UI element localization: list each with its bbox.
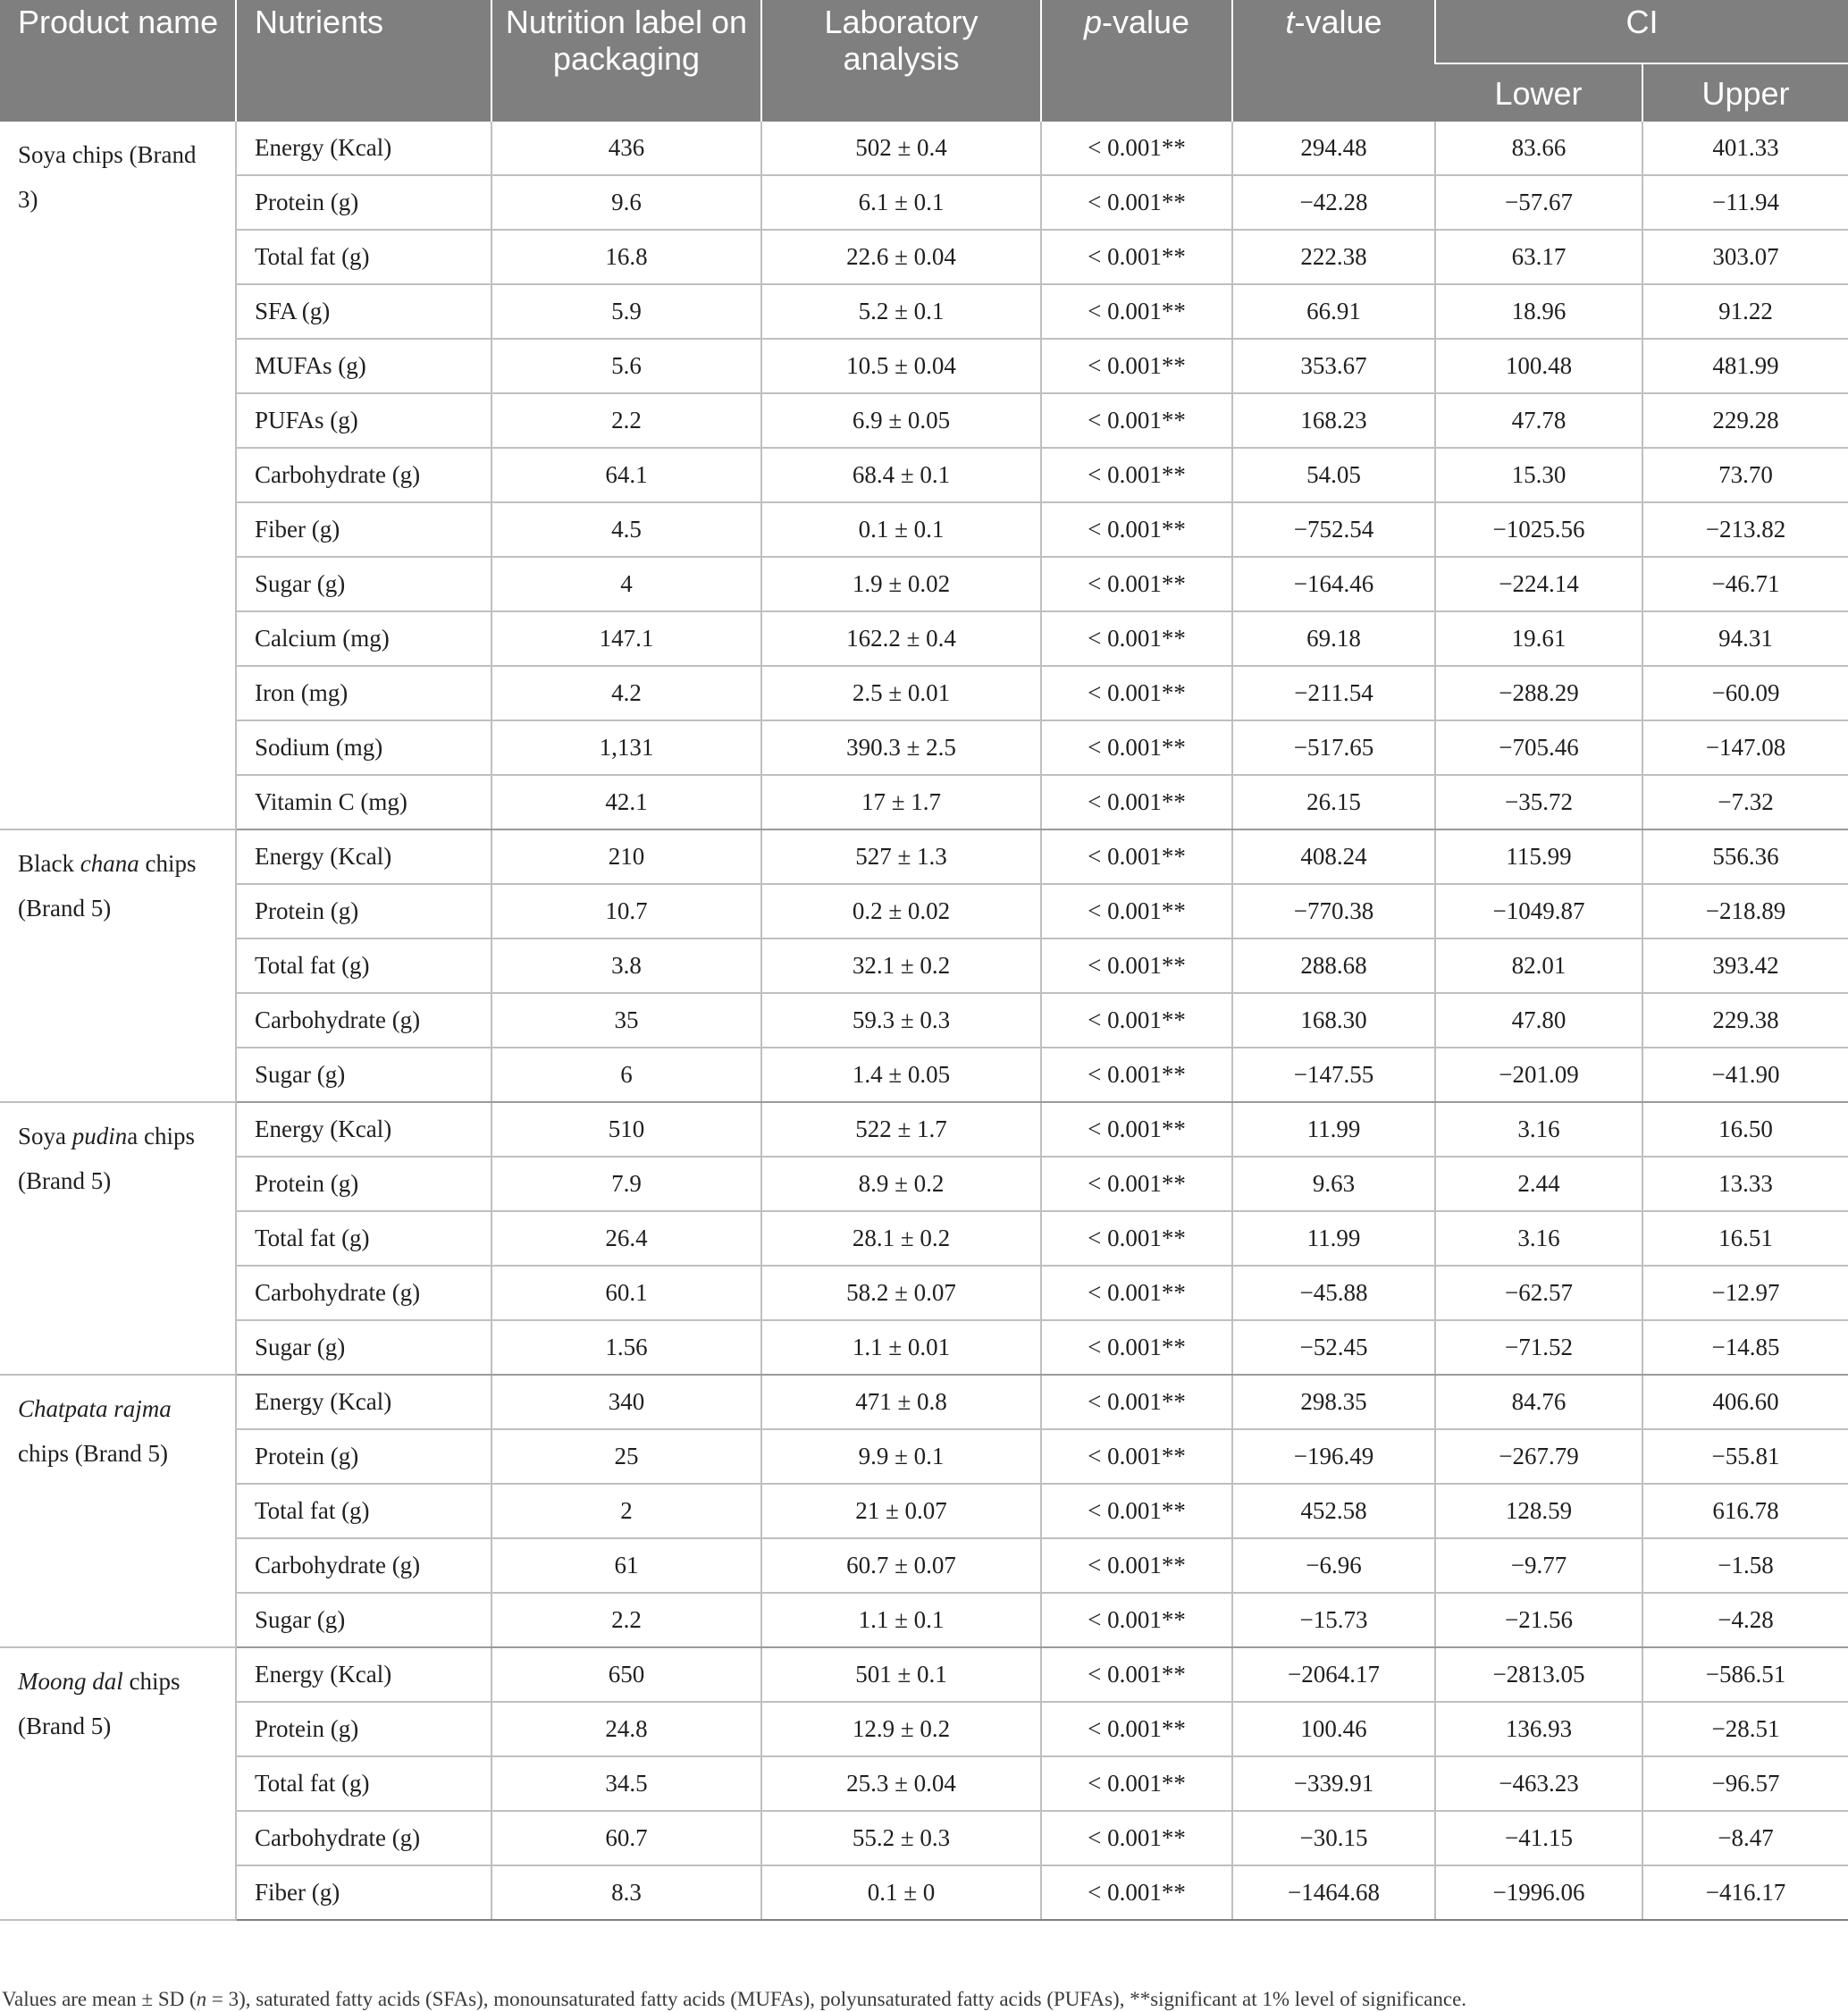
table-row	[0, 284, 1848, 339]
table-row	[0, 1429, 1848, 1484]
nutrient-cell: Carbohydrate (g)	[236, 1811, 491, 1865]
label-value-cell: 5.6	[491, 339, 761, 393]
t-value-cell: −30.15	[1232, 1811, 1435, 1865]
ci-lower-cell: −463.23	[1435, 1756, 1642, 1811]
product-name-part: Black	[18, 850, 80, 877]
t-value-cell: 54.05	[1232, 448, 1435, 502]
ci-lower-cell: 83.66	[1435, 122, 1642, 175]
table-row	[0, 1865, 1848, 1920]
lab-value-cell: 17 ± 1.7	[761, 775, 1041, 829]
nutrient-cell: Sodium (mg)	[236, 720, 491, 775]
table-row	[0, 339, 1848, 393]
label-value-cell: 10.7	[491, 884, 761, 939]
nutrient-cell: MUFAs (g)	[236, 339, 491, 393]
label-value-cell: 8.3	[491, 1865, 761, 1920]
table-row	[0, 720, 1848, 775]
table-row	[0, 1647, 1848, 1702]
ci-lower-cell: 18.96	[1435, 284, 1642, 339]
ci-lower-cell: 15.30	[1435, 448, 1642, 502]
p-value-cell: < 0.001**	[1041, 393, 1232, 448]
label-value-cell: 510	[491, 1102, 761, 1157]
ci-upper-cell: −147.08	[1642, 720, 1848, 775]
label-value-cell: 4.5	[491, 502, 761, 557]
p-value-cell: < 0.001**	[1041, 122, 1232, 175]
product-name-part: pudin	[71, 1123, 128, 1149]
ci-lower-cell: −1025.56	[1435, 502, 1642, 557]
table-row	[0, 502, 1848, 557]
nutrient-cell: Iron (mg)	[236, 666, 491, 720]
table-row	[0, 1048, 1848, 1102]
ci-lower-cell: −267.79	[1435, 1429, 1642, 1484]
p-value-cell: < 0.001**	[1041, 720, 1232, 775]
table-row	[0, 448, 1848, 502]
label-value-cell: 650	[491, 1647, 761, 1702]
p-value-cell: < 0.001**	[1041, 1429, 1232, 1484]
nutrient-cell: Protein (g)	[236, 884, 491, 939]
nutrient-cell: Total fat (g)	[236, 939, 491, 993]
nutrient-cell: Sugar (g)	[236, 1320, 491, 1375]
ci-lower-cell: −224.14	[1435, 557, 1642, 611]
t-value-cell: 100.46	[1232, 1702, 1435, 1756]
footnote-n: n	[196, 1988, 207, 2010]
t-value-cell: −164.46	[1232, 557, 1435, 611]
label-value-cell: 340	[491, 1375, 761, 1429]
table-body	[0, 122, 1848, 1920]
ci-upper-cell: −60.09	[1642, 666, 1848, 720]
nutrient-cell: Total fat (g)	[236, 1484, 491, 1538]
t-value-cell: 288.68	[1232, 939, 1435, 993]
lab-value-cell: 502 ± 0.4	[761, 122, 1041, 175]
label-value-cell: 64.1	[491, 448, 761, 502]
ci-upper-cell: 406.60	[1642, 1375, 1848, 1429]
t-value-cell: −52.45	[1232, 1320, 1435, 1375]
ci-lower-cell: −201.09	[1435, 1048, 1642, 1102]
label-value-cell: 436	[491, 122, 761, 175]
nutrient-cell: Carbohydrate (g)	[236, 1538, 491, 1593]
product-name-part: a chips (Brand 5)	[18, 1123, 195, 1194]
table-row	[0, 1320, 1848, 1375]
label-value-cell: 147.1	[491, 611, 761, 666]
p-value-cell: < 0.001**	[1041, 339, 1232, 393]
nutrient-cell: Sugar (g)	[236, 1048, 491, 1102]
lab-value-cell: 0.1 ± 0.1	[761, 502, 1041, 557]
header-t-suffix: -value	[1294, 4, 1382, 40]
p-value-cell: < 0.001**	[1041, 611, 1232, 666]
nutrient-cell: Carbohydrate (g)	[236, 993, 491, 1048]
header-product-name: Product name	[0, 0, 236, 122]
table-row	[0, 884, 1848, 939]
p-value-cell: < 0.001**	[1041, 1102, 1232, 1157]
label-value-cell: 24.8	[491, 1702, 761, 1756]
ci-upper-cell: −1.58	[1642, 1538, 1848, 1593]
ci-lower-cell: −62.57	[1435, 1266, 1642, 1320]
label-value-cell: 4	[491, 557, 761, 611]
lab-value-cell: 6.9 ± 0.05	[761, 393, 1041, 448]
table-row	[0, 1538, 1848, 1593]
p-value-cell: < 0.001**	[1041, 230, 1232, 284]
p-value-cell: < 0.001**	[1041, 1702, 1232, 1756]
lab-value-cell: 1.1 ± 0.1	[761, 1593, 1041, 1647]
ci-lower-cell: 128.59	[1435, 1484, 1642, 1538]
t-value-cell: 452.58	[1232, 1484, 1435, 1538]
ci-upper-cell: −46.71	[1642, 557, 1848, 611]
ci-upper-cell: 401.33	[1642, 122, 1848, 175]
label-value-cell: 210	[491, 829, 761, 884]
table-row	[0, 1266, 1848, 1320]
product-name-part: chips (Brand 5)	[18, 850, 197, 922]
table-row	[0, 1375, 1848, 1429]
ci-upper-cell: −7.32	[1642, 775, 1848, 829]
t-value-cell: 66.91	[1232, 284, 1435, 339]
lab-value-cell: 59.3 ± 0.3	[761, 993, 1041, 1048]
table-row	[0, 1756, 1848, 1811]
ci-upper-cell: −28.51	[1642, 1702, 1848, 1756]
table-row	[0, 1702, 1848, 1756]
table-row	[0, 122, 1848, 175]
t-value-cell: −6.96	[1232, 1538, 1435, 1593]
product-name-cell	[0, 1375, 236, 1647]
t-value-cell: 11.99	[1232, 1102, 1435, 1157]
nutrient-cell: Energy (Kcal)	[236, 829, 491, 884]
ci-lower-cell: −9.77	[1435, 1538, 1642, 1593]
lab-value-cell: 22.6 ± 0.04	[761, 230, 1041, 284]
product-name-part: Soya	[18, 1123, 72, 1149]
nutrient-cell: PUFAs (g)	[236, 393, 491, 448]
nutrient-cell: Energy (Kcal)	[236, 1102, 491, 1157]
nutrient-cell: Energy (Kcal)	[236, 1647, 491, 1702]
label-value-cell: 60.1	[491, 1266, 761, 1320]
label-value-cell: 7.9	[491, 1157, 761, 1211]
ci-upper-cell: −96.57	[1642, 1756, 1848, 1811]
label-value-cell: 34.5	[491, 1756, 761, 1811]
lab-value-cell: 1.9 ± 0.02	[761, 557, 1041, 611]
ci-lower-cell: 84.76	[1435, 1375, 1642, 1429]
header-p-letter: p	[1083, 4, 1102, 40]
t-value-cell: −752.54	[1232, 502, 1435, 557]
label-value-cell: 35	[491, 993, 761, 1048]
product-name-part: chips (Brand 5)	[18, 1440, 168, 1467]
t-value-cell: 168.30	[1232, 993, 1435, 1048]
p-value-cell: < 0.001**	[1041, 1048, 1232, 1102]
table-row	[0, 1811, 1848, 1865]
t-value-cell: −42.28	[1232, 175, 1435, 230]
table-row	[0, 1484, 1848, 1538]
p-value-cell: < 0.001**	[1041, 666, 1232, 720]
lab-value-cell: 2.5 ± 0.01	[761, 666, 1041, 720]
ci-lower-cell: −35.72	[1435, 775, 1642, 829]
t-value-cell: 9.63	[1232, 1157, 1435, 1211]
t-value-cell: 298.35	[1232, 1375, 1435, 1429]
nutrient-cell: Energy (Kcal)	[236, 1375, 491, 1429]
t-value-cell: −2064.17	[1232, 1647, 1435, 1702]
table-row	[0, 393, 1848, 448]
ci-upper-cell: 616.78	[1642, 1484, 1848, 1538]
ci-upper-cell: 16.50	[1642, 1102, 1848, 1157]
nutrient-cell: Carbohydrate (g)	[236, 448, 491, 502]
ci-lower-cell: −41.15	[1435, 1811, 1642, 1865]
ci-upper-cell: −55.81	[1642, 1429, 1848, 1484]
nutrient-cell: Energy (Kcal)	[236, 122, 491, 175]
table-row	[0, 993, 1848, 1048]
product-name-cell	[0, 829, 236, 1102]
ci-upper-cell: 481.99	[1642, 339, 1848, 393]
label-value-cell: 26.4	[491, 1211, 761, 1266]
ci-lower-cell: −2813.05	[1435, 1647, 1642, 1702]
ci-lower-cell: −705.46	[1435, 720, 1642, 775]
table-row	[0, 557, 1848, 611]
ci-lower-cell: −57.67	[1435, 175, 1642, 230]
label-value-cell: 60.7	[491, 1811, 761, 1865]
nutrient-cell: Protein (g)	[236, 1702, 491, 1756]
ci-lower-cell: −1996.06	[1435, 1865, 1642, 1920]
product-name-part: chips (Brand 5)	[18, 1668, 181, 1739]
nutrient-cell: Fiber (g)	[236, 1865, 491, 1920]
nutrient-cell: Total fat (g)	[236, 1756, 491, 1811]
header-t-value	[1232, 0, 1435, 122]
ci-upper-cell: 16.51	[1642, 1211, 1848, 1266]
ci-upper-cell: −586.51	[1642, 1647, 1848, 1702]
nutrient-cell: Protein (g)	[236, 1157, 491, 1211]
table-row	[0, 666, 1848, 720]
nutrient-cell: Fiber (g)	[236, 502, 491, 557]
header-nutrients: Nutrients	[236, 0, 491, 122]
table-header	[0, 0, 1848, 122]
product-name-part: Chatpata rajma	[18, 1395, 172, 1422]
lab-value-cell: 68.4 ± 0.1	[761, 448, 1041, 502]
table-row	[0, 939, 1848, 993]
lab-value-cell: 55.2 ± 0.3	[761, 1811, 1041, 1865]
p-value-cell: < 0.001**	[1041, 284, 1232, 339]
label-value-cell: 9.6	[491, 175, 761, 230]
p-value-cell: < 0.001**	[1041, 1320, 1232, 1375]
p-value-cell: < 0.001**	[1041, 1484, 1232, 1538]
p-value-cell: < 0.001**	[1041, 775, 1232, 829]
lab-value-cell: 60.7 ± 0.07	[761, 1538, 1041, 1593]
ci-upper-cell: 94.31	[1642, 611, 1848, 666]
p-value-cell: < 0.001**	[1041, 1157, 1232, 1211]
ci-lower-cell: 3.16	[1435, 1102, 1642, 1157]
t-value-cell: 26.15	[1232, 775, 1435, 829]
label-value-cell: 42.1	[491, 775, 761, 829]
p-value-cell: < 0.001**	[1041, 448, 1232, 502]
header-laboratory-analysis: Laboratory analysis	[761, 0, 1041, 122]
ci-upper-cell: −12.97	[1642, 1266, 1848, 1320]
ci-upper-cell: −41.90	[1642, 1048, 1848, 1102]
lab-value-cell: 28.1 ± 0.2	[761, 1211, 1041, 1266]
ci-upper-cell: −8.47	[1642, 1811, 1848, 1865]
t-value-cell: 408.24	[1232, 829, 1435, 884]
lab-value-cell: 1.1 ± 0.01	[761, 1320, 1041, 1375]
ci-upper-cell: 13.33	[1642, 1157, 1848, 1211]
lab-value-cell: 501 ± 0.1	[761, 1647, 1041, 1702]
ci-upper-cell: 73.70	[1642, 448, 1848, 502]
p-value-cell: < 0.001**	[1041, 1756, 1232, 1811]
t-value-cell: 11.99	[1232, 1211, 1435, 1266]
lab-value-cell: 6.1 ± 0.1	[761, 175, 1041, 230]
table-row	[0, 1157, 1848, 1211]
ci-lower-cell: 115.99	[1435, 829, 1642, 884]
ci-lower-cell: 136.93	[1435, 1702, 1642, 1756]
lab-value-cell: 390.3 ± 2.5	[761, 720, 1041, 775]
lab-value-cell: 8.9 ± 0.2	[761, 1157, 1041, 1211]
t-value-cell: 294.48	[1232, 122, 1435, 175]
p-value-cell: < 0.001**	[1041, 1593, 1232, 1647]
label-value-cell: 1,131	[491, 720, 761, 775]
t-value-cell: −15.73	[1232, 1593, 1435, 1647]
label-value-cell: 25	[491, 1429, 761, 1484]
header-t-letter: t	[1285, 4, 1295, 40]
ci-upper-cell: 393.42	[1642, 939, 1848, 993]
lab-value-cell: 1.4 ± 0.05	[761, 1048, 1041, 1102]
ci-upper-cell: −416.17	[1642, 1865, 1848, 1920]
ci-upper-cell: 303.07	[1642, 230, 1848, 284]
ci-upper-cell: −4.28	[1642, 1593, 1848, 1647]
p-value-cell: < 0.001**	[1041, 1865, 1232, 1920]
table-row	[0, 1211, 1848, 1266]
footnote-part-2: = 3), saturated fatty acids (SFAs), monounsaturated fatty acids (MUFAs), polyunsaturated fatty acids (PUFAs), **significant at 1% level of significance.	[206, 1988, 1467, 2010]
product-name-cell	[0, 1102, 236, 1375]
product-name-cell	[0, 122, 236, 829]
p-value-cell: < 0.001**	[1041, 939, 1232, 993]
p-value-cell: < 0.001**	[1041, 1811, 1232, 1865]
t-value-cell: 222.38	[1232, 230, 1435, 284]
label-value-cell: 3.8	[491, 939, 761, 993]
ci-lower-cell: −288.29	[1435, 666, 1642, 720]
lab-value-cell: 527 ± 1.3	[761, 829, 1041, 884]
footnote-part-1: Values are mean ± SD (	[2, 1988, 197, 2010]
lab-value-cell: 162.2 ± 0.4	[761, 611, 1041, 666]
p-value-cell: < 0.001**	[1041, 1266, 1232, 1320]
p-value-cell: < 0.001**	[1041, 884, 1232, 939]
header-nutrition-label: Nutrition label on packaging	[491, 0, 761, 122]
ci-upper-cell: −218.89	[1642, 884, 1848, 939]
ci-lower-cell: 2.44	[1435, 1157, 1642, 1211]
p-value-cell: < 0.001**	[1041, 1375, 1232, 1429]
ci-lower-cell: 3.16	[1435, 1211, 1642, 1266]
lab-value-cell: 21 ± 0.07	[761, 1484, 1041, 1538]
nutrient-cell: Vitamin C (mg)	[236, 775, 491, 829]
t-value-cell: −211.54	[1232, 666, 1435, 720]
lab-value-cell: 471 ± 0.8	[761, 1375, 1041, 1429]
label-value-cell: 4.2	[491, 666, 761, 720]
nutrient-cell: Total fat (g)	[236, 1211, 491, 1266]
label-value-cell: 2.2	[491, 393, 761, 448]
ci-upper-cell: −213.82	[1642, 502, 1848, 557]
lab-value-cell: 522 ± 1.7	[761, 1102, 1041, 1157]
t-value-cell: −339.91	[1232, 1756, 1435, 1811]
header-ci-lower: Lower	[1435, 63, 1642, 122]
t-value-cell: −517.65	[1232, 720, 1435, 775]
p-value-cell: < 0.001**	[1041, 1647, 1232, 1702]
p-value-cell: < 0.001**	[1041, 1538, 1232, 1593]
t-value-cell: 168.23	[1232, 393, 1435, 448]
header-ci: CI	[1435, 0, 1848, 63]
table-row	[0, 1102, 1848, 1157]
ci-upper-cell: −14.85	[1642, 1320, 1848, 1375]
label-value-cell: 61	[491, 1538, 761, 1593]
header-p-value	[1041, 0, 1232, 122]
p-value-cell: < 0.001**	[1041, 993, 1232, 1048]
lab-value-cell: 12.9 ± 0.2	[761, 1702, 1041, 1756]
p-value-cell: < 0.001**	[1041, 1211, 1232, 1266]
ci-lower-cell: −21.56	[1435, 1593, 1642, 1647]
nutrient-cell: Protein (g)	[236, 1429, 491, 1484]
nutrient-cell: Sugar (g)	[236, 1593, 491, 1647]
lab-value-cell: 32.1 ± 0.2	[761, 939, 1041, 993]
lab-value-cell: 9.9 ± 0.1	[761, 1429, 1041, 1484]
ci-upper-cell: 91.22	[1642, 284, 1848, 339]
ci-lower-cell: 47.78	[1435, 393, 1642, 448]
label-value-cell: 5.9	[491, 284, 761, 339]
ci-lower-cell: −71.52	[1435, 1320, 1642, 1375]
t-value-cell: −147.55	[1232, 1048, 1435, 1102]
t-value-cell: 69.18	[1232, 611, 1435, 666]
nutrient-cell: Calcium (mg)	[236, 611, 491, 666]
ci-upper-cell: 556.36	[1642, 829, 1848, 884]
nutrient-cell: Total fat (g)	[236, 230, 491, 284]
t-value-cell: −45.88	[1232, 1266, 1435, 1320]
p-value-cell: < 0.001**	[1041, 175, 1232, 230]
nutrient-cell: Carbohydrate (g)	[236, 1266, 491, 1320]
label-value-cell: 1.56	[491, 1320, 761, 1375]
table-row	[0, 775, 1848, 829]
table-row	[0, 1593, 1848, 1647]
product-name-part: Soya chips (Brand 3)	[18, 141, 197, 213]
product-name-part: chana	[80, 850, 139, 877]
nutrient-cell: Sugar (g)	[236, 557, 491, 611]
ci-lower-cell: 63.17	[1435, 230, 1642, 284]
ci-upper-cell: 229.38	[1642, 993, 1848, 1048]
table-footnote	[0, 1988, 1848, 2011]
header-ci-upper: Upper	[1642, 63, 1848, 122]
nutrient-cell: SFA (g)	[236, 284, 491, 339]
lab-value-cell: 0.1 ± 0	[761, 1865, 1041, 1920]
nutrient-cell: Protein (g)	[236, 175, 491, 230]
label-value-cell: 16.8	[491, 230, 761, 284]
product-name-part: Moong dal	[18, 1668, 123, 1695]
table-row	[0, 611, 1848, 666]
label-value-cell: 2	[491, 1484, 761, 1538]
table-row	[0, 829, 1848, 884]
lab-value-cell: 25.3 ± 0.04	[761, 1756, 1041, 1811]
t-value-cell: −1464.68	[1232, 1865, 1435, 1920]
label-value-cell: 2.2	[491, 1593, 761, 1647]
ci-lower-cell: 82.01	[1435, 939, 1642, 993]
ci-upper-cell: 229.28	[1642, 393, 1848, 448]
t-value-cell: −196.49	[1232, 1429, 1435, 1484]
ci-lower-cell: −1049.87	[1435, 884, 1642, 939]
ci-upper-cell: −11.94	[1642, 175, 1848, 230]
label-value-cell: 6	[491, 1048, 761, 1102]
t-value-cell: −770.38	[1232, 884, 1435, 939]
table-row	[0, 175, 1848, 230]
product-name-cell	[0, 1647, 236, 1920]
p-value-cell: < 0.001**	[1041, 557, 1232, 611]
table-row	[0, 230, 1848, 284]
p-value-cell: < 0.001**	[1041, 502, 1232, 557]
lab-value-cell: 0.2 ± 0.02	[761, 884, 1041, 939]
lab-value-cell: 5.2 ± 0.1	[761, 284, 1041, 339]
ci-lower-cell: 47.80	[1435, 993, 1642, 1048]
lab-value-cell: 10.5 ± 0.04	[761, 339, 1041, 393]
ci-lower-cell: 100.48	[1435, 339, 1642, 393]
header-p-suffix: -value	[1101, 4, 1190, 40]
p-value-cell: < 0.001**	[1041, 829, 1232, 884]
ci-lower-cell: 19.61	[1435, 611, 1642, 666]
lab-value-cell: 58.2 ± 0.07	[761, 1266, 1041, 1320]
t-value-cell: 353.67	[1232, 339, 1435, 393]
